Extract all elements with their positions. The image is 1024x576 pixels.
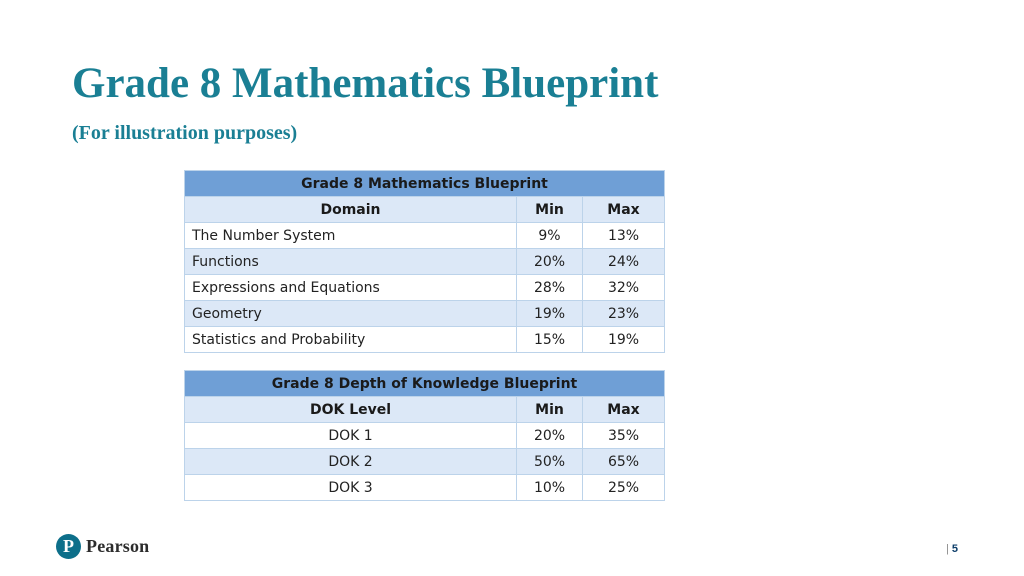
column-header-max: Max (583, 197, 665, 223)
table-row (185, 327, 665, 353)
max-cell: 24% (583, 249, 665, 275)
domain-cell: Expressions and Equations (185, 275, 517, 301)
slide-subtitle: (For illustration purposes) (72, 122, 298, 144)
domain-cell: Functions (185, 249, 517, 275)
max-cell: 13% (583, 223, 665, 249)
slide-title: Grade 8 Mathematics Blueprint (72, 60, 659, 107)
page-separator: | (946, 543, 949, 555)
min-cell: 19% (517, 301, 583, 327)
min-cell: 9% (517, 223, 583, 249)
math-blueprint-table (184, 170, 665, 353)
min-cell: 15% (517, 327, 583, 353)
domain-cell: Geometry (185, 301, 517, 327)
table-header-row (185, 397, 665, 423)
table-row (185, 249, 665, 275)
table-row (185, 475, 665, 501)
dok-level-cell: DOK 1 (185, 423, 517, 449)
dok-level-cell: DOK 3 (185, 475, 517, 501)
table-caption-row (185, 371, 665, 397)
min-cell: 20% (517, 249, 583, 275)
table-row (185, 423, 665, 449)
min-cell: 20% (517, 423, 583, 449)
column-header-min: Min (517, 397, 583, 423)
column-header-domain: Domain (185, 197, 517, 223)
domain-cell: The Number System (185, 223, 517, 249)
min-cell: 50% (517, 449, 583, 475)
column-header-dok-level: DOK Level (185, 397, 517, 423)
page-number-value: 5 (951, 543, 958, 555)
pearson-logo-text: Pearson (86, 536, 150, 556)
column-header-min: Min (517, 197, 583, 223)
table-row (185, 301, 665, 327)
max-cell: 23% (583, 301, 665, 327)
table-row (185, 449, 665, 475)
max-cell: 25% (583, 475, 665, 501)
domain-cell: Statistics and Probability (185, 327, 517, 353)
dok-blueprint-table (184, 370, 665, 501)
pearson-logo-icon: P (56, 534, 81, 559)
min-cell: 28% (517, 275, 583, 301)
min-cell: 10% (517, 475, 583, 501)
column-header-max: Max (583, 397, 665, 423)
max-cell: 32% (583, 275, 665, 301)
max-cell: 65% (583, 449, 665, 475)
page-number (946, 543, 958, 555)
max-cell: 35% (583, 423, 665, 449)
max-cell: 19% (583, 327, 665, 353)
table-header-row (185, 197, 665, 223)
table-caption: Grade 8 Mathematics Blueprint (185, 171, 665, 197)
table-row (185, 275, 665, 301)
table-caption-row (185, 171, 665, 197)
table-row (185, 223, 665, 249)
dok-level-cell: DOK 2 (185, 449, 517, 475)
pearson-logo (56, 534, 149, 559)
table-caption: Grade 8 Depth of Knowledge Blueprint (185, 371, 665, 397)
